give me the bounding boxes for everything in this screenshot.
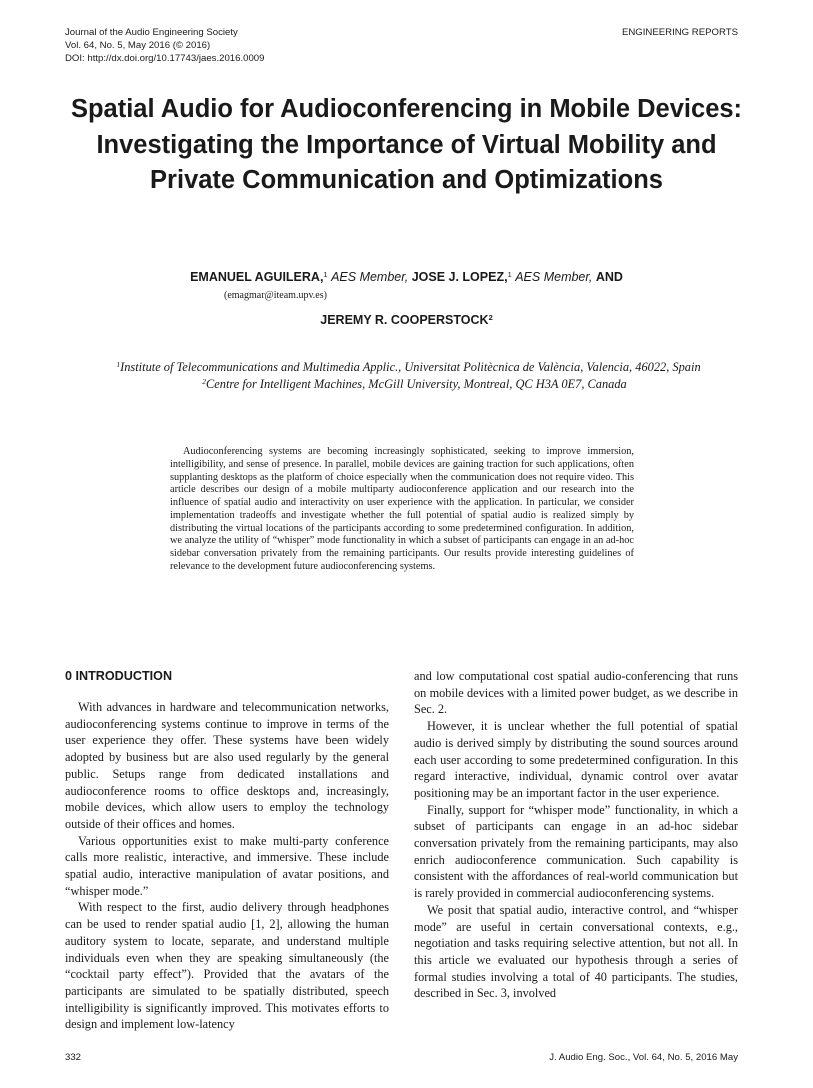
footer-citation: J. Audio Eng. Soc., Vol. 64, No. 5, 2016 May — [549, 1052, 738, 1063]
doi-link[interactable]: DOI: http://dx.doi.org/10.17743/jaes.2016.0009 — [65, 52, 265, 64]
author-line-1 — [0, 270, 813, 284]
paragraph: We posit that spatial audio, interactive control, and “whisper mode” are useful in certain conversational contexts, e.g., negotiation and tasks requiring selective attention, but not all. In this article we evaluated our hypothesis through a series of formal studies involving a total of 40 participants. The studies, described in Sec. 3, involved — [414, 902, 738, 1001]
section-label: ENGINEERING REPORTS — [621, 27, 738, 38]
paragraph: and low computational cost spatial audio-conferencing that runs on mobile devices with a limited power budget, as we describe in Sec. 2. — [414, 669, 738, 717]
body-column-right — [414, 668, 738, 1002]
paragraph: With advances in hardware and telecommunication networks, audioconferencing systems continue to improve in terms of the user experience they offer. These systems have been widely adopted by business but are also used regularly by the general public. Setups range from dedicated installations and audioconference rooms to office desktops and, increasingly, mobile devices, which allow users to employ the technology outside of their offices and homes. — [65, 700, 389, 831]
paragraph: With respect to the first, audio delivery through headphones can be used to render spatial audio [1, 2], allowing the human auditory system to locate, separate, and understand multiple individuals even when they are speaking simultaneously (the “cocktail party effect”). Provided that the avatars of the participants are simulated to be spatially distributed, speech intelligibility is significantly improved. This motivates efforts to design and implement low-latency — [65, 900, 389, 1032]
affiliation-number: 2 — [202, 376, 206, 386]
paper-title: Spatial Audio for Audioconferencing in Mobile Devices: Investigating the Importance of Virtual Mobility and Private Communication and Optimizations — [70, 95, 743, 194]
volume-info: Vol. 64, No. 5, May 2016 (© 2016) — [65, 39, 211, 51]
journal-name: Journal of the Audio Engineering Society — [65, 27, 238, 38]
author-name: JOSE J. LOPEZ, — [411, 270, 508, 284]
paragraph: However, it is unclear whether the full potential of spatial audio is derived simply by distributing the sound sources around each user according to some predetermined configuration. In this regard interactive, individual, dynamic control over avatar positioning may be an important factor in the user experience. — [414, 719, 738, 800]
affiliation-1 — [2, 360, 813, 375]
author-membership: AES Member, — [515, 270, 593, 284]
section-heading: 0 INTRODUCTION — [65, 669, 173, 683]
body-column-left — [65, 668, 389, 1033]
affiliation-text: Centre for Intelligent Machines, McGill University, Montreal, QC H3A 0E7, Canada — [205, 377, 627, 391]
author-name: JEREMY R. COOPERSTOCK — [320, 313, 489, 327]
affiliation-marker: 1 — [507, 269, 512, 279]
author-name: EMANUEL AGUILERA, — [190, 270, 324, 284]
abstract: Audioconferencing systems are becoming increasingly sophisticated, seeking to improve immersion, intelligibility, and sense of presence. In parallel, mobile devices are gaining traction for such applications, often supplanting desktops as the platform of choice especially when the communication does not require video. This article describes our design of a mobile multiparty audioconference application and our research into the influence of spatial audio and interactivity on user experience with the application. In particular, we consider implementation tradeoffs and investigate whether the full potential of spatial audio is realized simply by distributing the virtual locations of the participants according to some predetermined configuration. In addition, we analyze the utility of “whisper” mode functionality in which a subset of participants can engage in an ad-hoc sidebar conversation privately from the remaining participants. Our results provide interesting guidelines of relevance to the development future audioconferencing systems. — [170, 446, 634, 572]
paragraph: Various opportunities exist to make multi-party conference calls more realistic, interactive, and immersive. These include spatial audio, interactive manipulation of avatar positions, and “whisper mode.” — [65, 833, 389, 898]
paragraph: Finally, support for “whisper mode” functionality, in which a subset of participants can engage in an ad-hoc sidebar conversation privately from the remaining participants, may also enrich audioconference communication. Such capability is consistent with the affordances of real-world communication but is rarely provided in commercial audioconferencing systems. — [414, 802, 738, 901]
author-email[interactable]: (emagmar@iteam.upv.es) — [224, 290, 327, 301]
author-membership: AES Member, — [331, 270, 409, 284]
affiliation-marker: 2 — [488, 312, 493, 322]
author-conjunction: AND — [595, 270, 623, 284]
affiliation-marker: 1 — [323, 269, 328, 279]
affiliation-2 — [8, 377, 813, 392]
running-header-left — [65, 27, 264, 65]
page-number: 332 — [65, 1052, 82, 1063]
author-line-2 — [0, 313, 813, 327]
affiliation-text: Institute of Telecommunications and Multimedia Applic., Universitat Politècnica de València, Valencia, 46022, Spain — [120, 360, 701, 374]
affiliation-number: 1 — [116, 359, 121, 369]
